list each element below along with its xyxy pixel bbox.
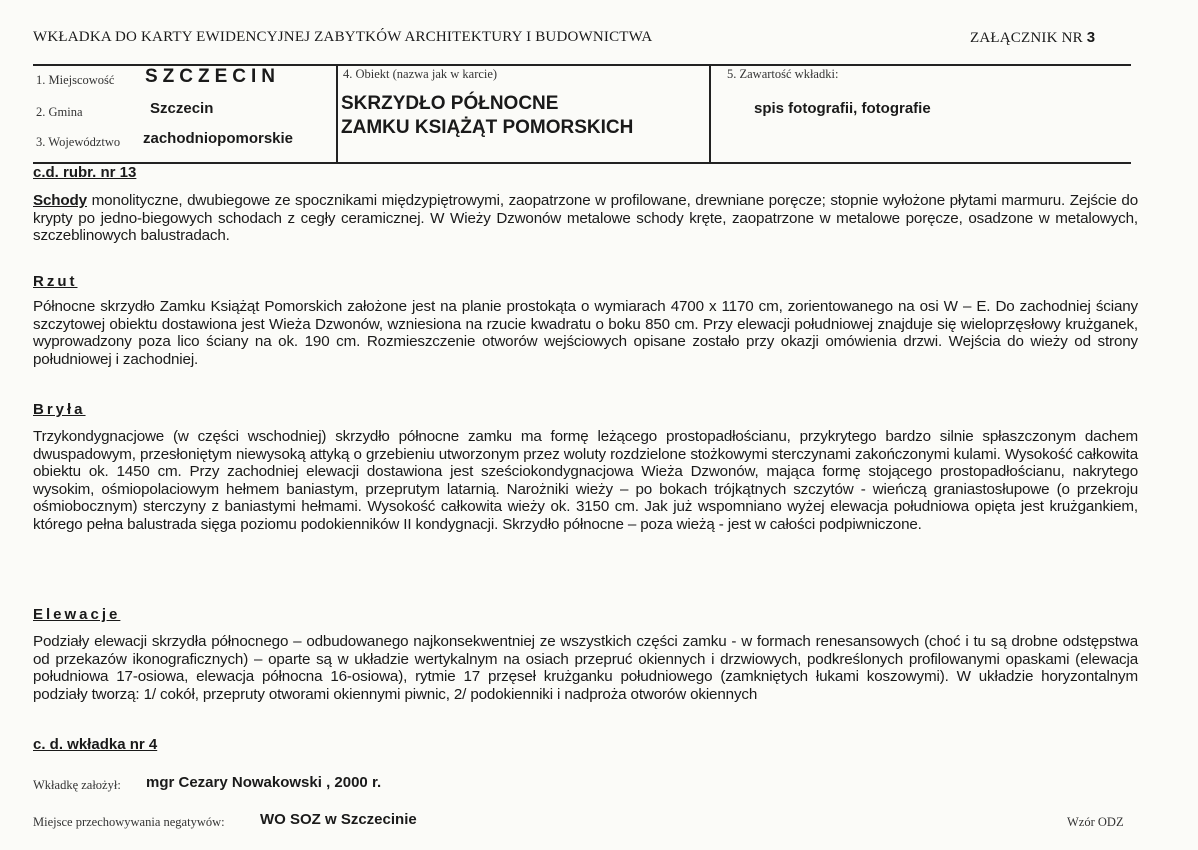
column-divider <box>336 66 338 163</box>
storage-label: Miejsce przechowywania negatywów: <box>33 815 225 829</box>
locality-label: 1. Miejscowość <box>36 73 115 87</box>
elevations-heading: Elewacje <box>33 606 121 623</box>
commune-value: Szczecin <box>150 100 214 117</box>
storage-value: WO SOZ w Szczecinie <box>260 811 417 828</box>
continuation-label: c.d. rubr. nr 13 <box>33 164 137 181</box>
contents-label: 5. Zawartość wkładki: <box>727 67 839 81</box>
object-label: 4. Obiekt (nazwa jak w karcie) <box>343 67 498 81</box>
massing-paragraph: Trzykondygnacjowe (w części wschodniej) skrzydło północne zamku ma formę leżącego prostopadłościanu, przykrytego bardzo silnie spłaszczonym dachem dwuspadowym, przesłoniętym niewysoką attyką o grzebieniu utworzonym przez woluty rozdzielone stożkowymi sterczynami zakończonymi kulami. Wysokość całkowita obiektu ok. 1450 cm. Przy zachodniej elewacji dostawiona jest sześciokondygnacjowa Wieża Dzwonów, mająca formę stojącego prostopadłościanu, nakrytego wysokim, ośmiopolaciowym hełmem baniastym, przeprutym latarnią. Narożniki wieży – po bokach trójkątnych szczytów - wieńczą graniastosłupowe (o przekroju ośmiobocznym) sterczyny z baniastymi hełmami. Wysokość całkowita wieży ok. 3150 cm. Jak już wspomniano wyżej elewacja południowa opięta jest krużgankiem, którego pełna balustrada sięga poziomu podokienników II kondygnacji. Skrzydło północne – poza wieżą - jest w całości podpiwniczone. <box>33 428 1138 533</box>
stairs-text: monolityczne, dwubiegowe ze spocznikami międzypiętrowymi, zaopatrzone w profilowane, drewniane poręcze; stopnie wyłożone płytami marmuru. Zejście do krypty po jedno-biegowych schodach z cegły ceramicznej. W Wieży Dzwonów metalowe schody kręte, zaopatrzone w metalowe poręcze, osadzone w metalowych, szczeblinowych balustradach. <box>33 192 1138 245</box>
author-value: mgr Cezary Nowakowski , 2000 r. <box>146 774 382 791</box>
stairs-term: Schody <box>33 192 87 209</box>
table-bottom-rule <box>33 162 1131 164</box>
contents-value: spis fotografii, fotografie <box>754 100 931 117</box>
annex-label-text: ZAŁĄCZNIK NR <box>970 30 1083 46</box>
elevations-paragraph: Podziały elewacji skrzydła północnego – odbudowanego najkonsekwentniej ze wszystkich części zamku - w formach renesansowych (choć i tu są drobne odstępstwa od przekazów ikonograficznych) – oparte są w układzie wertykalnym na osiach przepruć okiennych i drzwiowych, podkreślonych profilowanymi opaskami (elewacja południowa 17-osiowa, elewacja północna 16-osiowa), rytmie 17 przęseł krużganku południowego (zamkniętych łukami koszowymi). W układzie horyzontalnym podziały tworzą: 1/ cokół, przepruty otworami okiennymi piwnic, 2/ podokienniki i nadproża otworów okiennych <box>33 633 1138 703</box>
object-name-line: SKRZYDŁO PÓŁNOCNE <box>341 93 559 114</box>
voivodeship-value: zachodniopomorskie <box>143 130 294 147</box>
commune-label: 2. Gmina <box>36 105 83 119</box>
object-name-line: ZAMKU KSIĄŻĄT POMORSKICH <box>341 117 634 138</box>
template-label: Wzór ODZ <box>1067 815 1124 829</box>
voivodeship-label: 3. Województwo <box>36 135 121 149</box>
plan-heading: Rzut <box>33 273 78 290</box>
object-name <box>341 92 633 140</box>
massing-heading: Bryła <box>33 401 86 418</box>
annex-number: 3 <box>1086 29 1096 46</box>
plan-paragraph: Północne skrzydło Zamku Książąt Pomorskich założone jest na planie prostokąta o wymiarach 4700 x 1170 cm, zorientowanego na osi W – E. Do zachodniej ściany szczytowej obiektu dostawiona jest Wieża Dzwonów, wzniesiona na rzucie kwadratu o boku 850 cm. Przy elewacji południowej znajduje się wieloprzęsłowy krużganek, wyprowadzony poza lico ściany na ok. 190 cm. Rozmieszczenie otworów wejściowych opisane zostało przy okazji omówienia drzwi. Wejścia do wieży od strony południowej i zachodniej. <box>33 298 1138 368</box>
author-label: Wkładkę założył: <box>33 778 121 792</box>
continued-label: c. d. wkładka nr 4 <box>33 736 158 753</box>
stairs-paragraph <box>33 192 1138 245</box>
annex-label <box>970 29 1095 47</box>
locality-value: SZCZECIN <box>145 66 280 87</box>
document-title: WKŁADKA DO KARTY EWIDENCYJNEJ ZABYTKÓW ARCHITEKTURY I BUDOWNICTWA <box>33 29 653 45</box>
column-divider <box>709 66 711 163</box>
